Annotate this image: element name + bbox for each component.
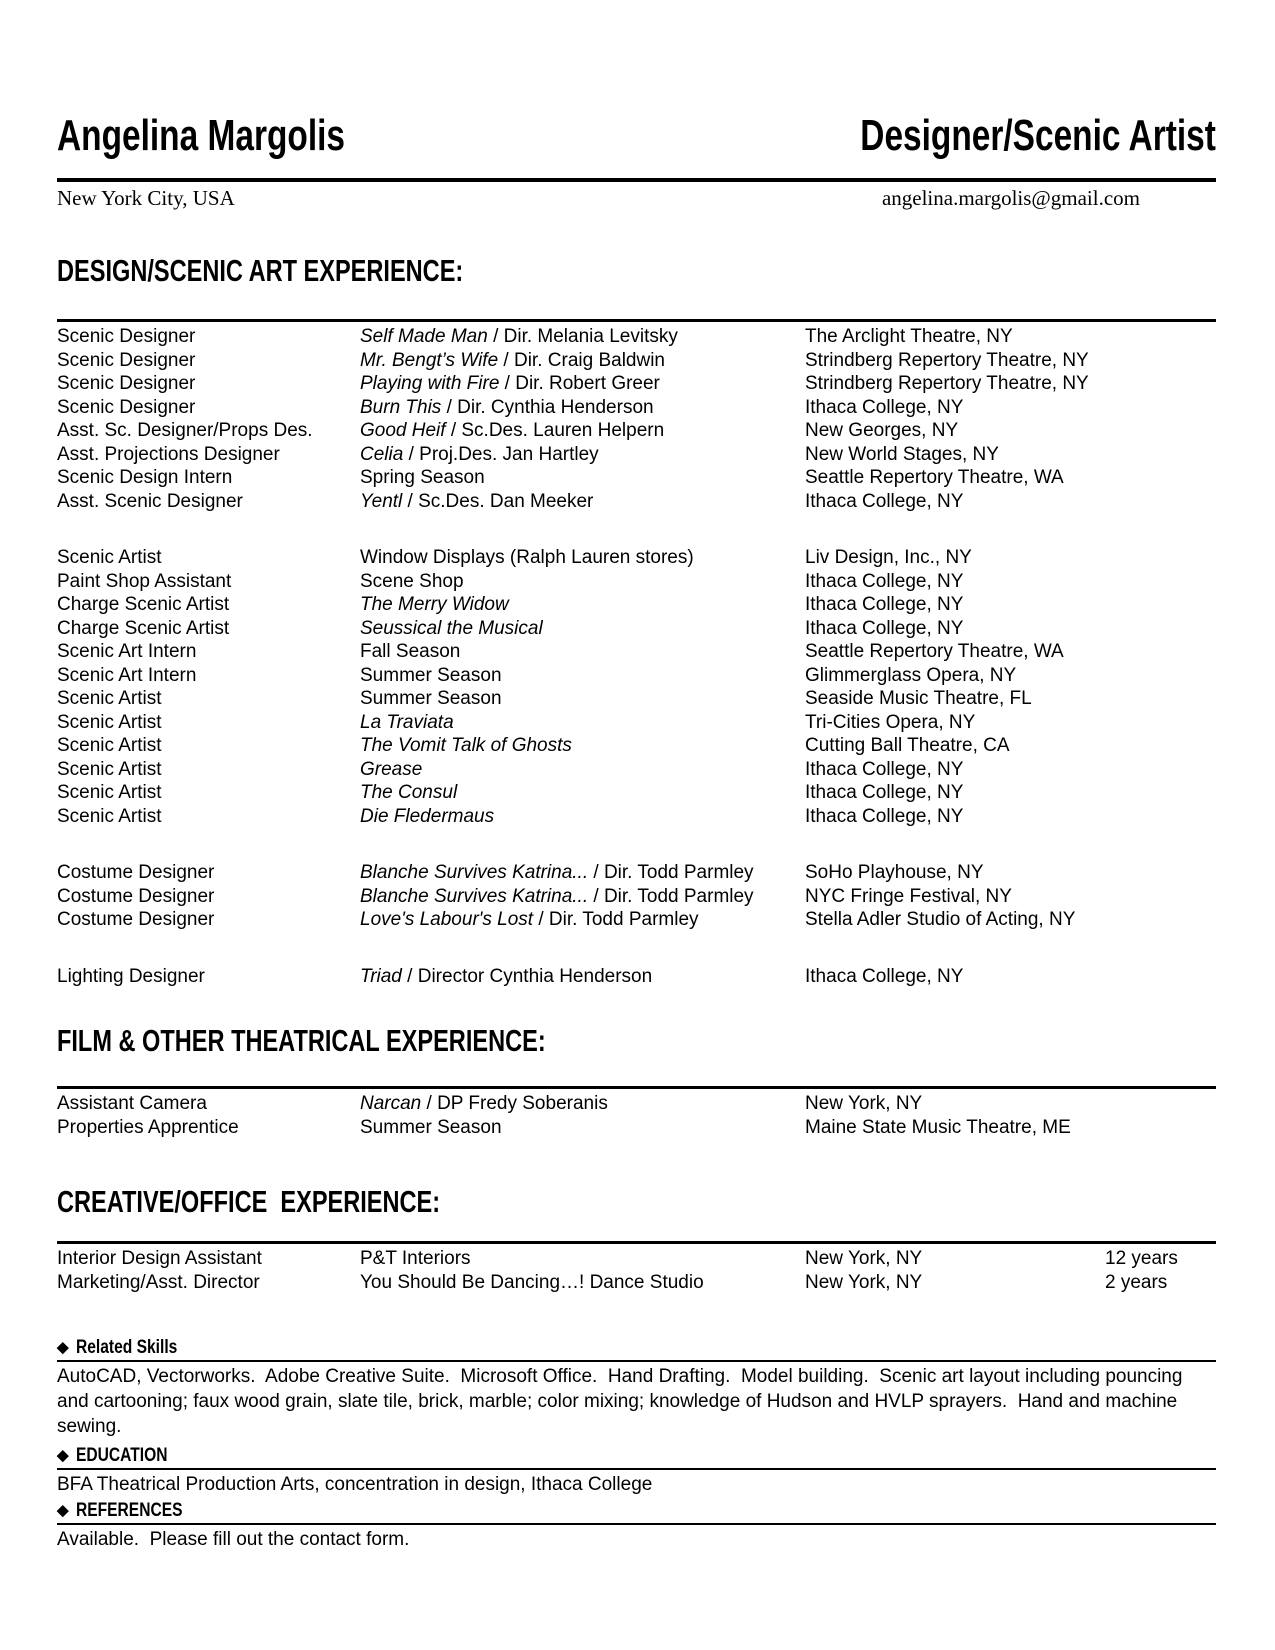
role-text: Asst. Scenic Designer <box>57 490 243 512</box>
experience-row <box>57 908 1216 932</box>
design-group-1 <box>57 322 1216 513</box>
production-text <box>360 466 805 490</box>
production-detail: / Dir. Todd Parmley <box>533 909 699 930</box>
duration-text <box>1105 546 1216 570</box>
production-title: Mr. Bengt’s Wife <box>360 349 499 371</box>
production-text <box>360 570 805 594</box>
venue-text: New World Stages, NY <box>805 443 999 465</box>
role-text: Scenic Designer <box>57 396 196 418</box>
production-detail: / Dir. Todd Parmley <box>588 885 754 907</box>
experience-row <box>57 593 1216 617</box>
role-text: Scenic Art Intern <box>57 641 197 662</box>
venue-text: Ithaca College, NY <box>805 782 964 803</box>
experience-row <box>57 546 1216 570</box>
duration-text <box>1105 664 1216 688</box>
production-detail: Spring Season <box>360 467 485 488</box>
production-title: Love's Labour's Lost <box>360 909 534 930</box>
experience-row <box>57 758 1216 782</box>
role-text: Properties Apprentice <box>57 1116 239 1138</box>
production-title: Self Made Man <box>360 326 488 347</box>
production-text <box>360 664 805 688</box>
duration-text <box>1105 885 1216 909</box>
duration-text <box>1105 349 1216 373</box>
header-divider <box>57 178 1216 182</box>
duration-text <box>1105 490 1216 514</box>
production-detail: You Should Be Dancing…! Dance Studio <box>360 1271 704 1293</box>
duration-text <box>1105 396 1216 420</box>
production-text <box>360 349 805 373</box>
production-detail: / Dir. Craig Baldwin <box>498 349 665 371</box>
venue-text: The Arclight Theatre, NY <box>805 326 1013 347</box>
production-text <box>360 396 805 420</box>
production-text <box>360 965 805 989</box>
creative-rows <box>57 1244 1216 1294</box>
venue-text: Ithaca College, NY <box>805 490 964 512</box>
role-text: Interior Design Assistant <box>57 1248 262 1269</box>
duration-text: 2 years <box>1105 1271 1168 1293</box>
role-text: Assistant Camera <box>57 1093 207 1114</box>
duration-text <box>1105 640 1216 664</box>
production-title: Good Heif <box>360 420 446 441</box>
production-text <box>360 1116 805 1140</box>
role-text: Costume Designer <box>57 909 215 930</box>
role-text: Scenic Artist <box>57 758 162 780</box>
production-text <box>360 687 805 711</box>
production-text <box>360 640 805 664</box>
duration-text <box>1105 419 1216 443</box>
experience-row <box>57 372 1216 396</box>
role-text: Charge Scenic Artist <box>57 594 230 615</box>
venue-text: Glimmerglass Opera, NY <box>805 664 1017 686</box>
experience-row <box>57 617 1216 641</box>
production-title: The Consul <box>360 782 458 803</box>
duration-text <box>1105 965 1216 989</box>
production-detail: P&T Interiors <box>360 1248 471 1269</box>
venue-text: Strindberg Repertory Theatre, NY <box>805 373 1089 394</box>
production-text <box>360 1092 805 1116</box>
production-text <box>360 885 805 909</box>
venue-text: Ithaca College, NY <box>805 965 964 987</box>
production-text <box>360 546 805 570</box>
role-text: Scenic Artist <box>57 805 162 827</box>
production-text <box>360 490 805 514</box>
person-name <box>57 112 436 160</box>
experience-row <box>57 466 1216 490</box>
role-text: Charge Scenic Artist <box>57 617 230 639</box>
production-title: Triad <box>360 965 402 987</box>
experience-row <box>57 396 1216 420</box>
venue-text: Strindberg Repertory Theatre, NY <box>805 349 1089 371</box>
role-text: Scenic Artist <box>57 735 162 756</box>
duration-text <box>1105 372 1216 396</box>
references-label: REFERENCES <box>75 1500 183 1521</box>
role-text: Asst. Projections Designer <box>57 443 280 465</box>
production-title: Seussical the Musical <box>360 617 543 639</box>
venue-text: NYC Fringe Festival, NY <box>805 885 1012 907</box>
venue-text: New York, NY <box>805 1271 923 1293</box>
duration-text <box>1105 758 1216 782</box>
duration-text <box>1105 617 1216 641</box>
location-text: New York City, USA <box>57 186 235 210</box>
production-detail: / Sc.Des. Lauren Helpern <box>445 420 665 441</box>
production-title: The Vomit Talk of Ghosts <box>360 735 572 756</box>
experience-row <box>57 965 1216 989</box>
production-title: Yentl <box>360 490 403 512</box>
references-text: Available. Please fill out the contact form. <box>57 1529 410 1550</box>
venue-text: Ithaca College, NY <box>805 758 964 780</box>
production-detail: / Sc.Des. Dan Meeker <box>402 490 594 512</box>
production-detail: Fall Season <box>360 641 461 662</box>
role-text: Scenic Design Intern <box>57 467 233 488</box>
experience-row <box>57 781 1216 805</box>
experience-row <box>57 325 1216 349</box>
design-group-4 <box>57 962 1216 989</box>
production-title: Celia <box>360 443 404 465</box>
production-detail: / Dir. Todd Parmley <box>588 862 754 883</box>
production-text <box>360 1247 805 1271</box>
production-text <box>360 861 805 885</box>
experience-row <box>57 1247 1216 1271</box>
role-text: Costume Designer <box>57 885 215 907</box>
experience-row <box>57 443 1216 467</box>
subsection-heading-references <box>57 1501 1216 1520</box>
role-text: Marketing/Asst. Director <box>57 1271 260 1293</box>
venue-text: New York, NY <box>805 1093 923 1114</box>
venue-text: Cutting Ball Theatre, CA <box>805 735 1010 756</box>
design-group-2 <box>57 543 1216 828</box>
production-detail: Summer Season <box>360 688 502 709</box>
duration-text <box>1105 443 1216 467</box>
venue-text: Maine State Music Theatre, ME <box>805 1116 1071 1138</box>
experience-row <box>57 861 1216 885</box>
experience-row <box>57 664 1216 688</box>
production-text <box>360 805 805 829</box>
film-rows <box>57 1089 1216 1139</box>
email-text: angelina.margolis@gmail.com <box>881 186 1140 210</box>
duration-text <box>1105 593 1216 617</box>
duration-text <box>1105 570 1216 594</box>
person-name-text: Angelina Margolis <box>57 111 346 160</box>
production-text <box>360 325 805 349</box>
experience-row <box>57 640 1216 664</box>
production-title: La Traviata <box>360 711 454 733</box>
experience-row <box>57 1092 1216 1116</box>
venue-text: New Georges, NY <box>805 420 959 441</box>
experience-row <box>57 687 1216 711</box>
header <box>57 0 1216 160</box>
production-text <box>360 593 805 617</box>
role-text: Paint Shop Assistant <box>57 570 232 592</box>
subsection-heading-related-skills <box>57 1338 1216 1357</box>
experience-row <box>57 734 1216 758</box>
diamond-icon: ◆ <box>57 1447 69 1464</box>
duration-text <box>1105 861 1216 885</box>
venue-text: Ithaca College, NY <box>805 594 964 615</box>
venue-text: Seaside Music Theatre, FL <box>805 688 1032 709</box>
production-detail: / Dir. Melania Levitsky <box>487 326 678 347</box>
section-heading-film: FILM & OTHER THEATRICAL EXPERIENCE: <box>57 1023 546 1058</box>
production-title: The Merry Widow <box>360 594 509 615</box>
duration-text <box>1105 711 1216 735</box>
venue-text: SoHo Playhouse, NY <box>805 862 984 883</box>
production-text <box>360 419 805 443</box>
role-text: Scenic Artist <box>57 547 162 568</box>
venue-text: Stella Adler Studio of Acting, NY <box>805 909 1076 930</box>
experience-row <box>57 711 1216 735</box>
production-detail: Summer Season <box>360 664 502 686</box>
production-title: Playing with Fire <box>360 373 500 394</box>
production-text <box>360 781 805 805</box>
experience-row <box>57 1116 1216 1140</box>
experience-row <box>57 805 1216 829</box>
production-detail: / Dir. Cynthia Henderson <box>441 396 654 418</box>
role-text: Lighting Designer <box>57 965 205 987</box>
production-text <box>360 372 805 396</box>
production-detail: / DP Fredy Soberanis <box>421 1093 608 1114</box>
production-title: Burn This <box>360 396 442 418</box>
venue-text: Ithaca College, NY <box>805 617 964 639</box>
role-text: Scenic Artist <box>57 688 162 709</box>
related-skills-label: Related Skills <box>75 1337 177 1358</box>
production-text <box>360 711 805 735</box>
experience-row <box>57 490 1216 514</box>
job-title <box>748 112 1216 160</box>
production-text <box>360 617 805 641</box>
duration-text <box>1105 805 1216 829</box>
venue-text: Ithaca College, NY <box>805 396 964 418</box>
production-text <box>360 908 805 932</box>
production-detail: / Dir. Robert Greer <box>499 373 660 394</box>
production-text <box>360 758 805 782</box>
role-text: Asst. Sc. Designer/Props Des. <box>57 420 313 441</box>
production-detail: Window Displays (Ralph Lauren stores) <box>360 547 694 568</box>
subsection-heading-education <box>57 1446 1216 1465</box>
production-title: Grease <box>360 758 423 780</box>
venue-text: Tri-Cities Opera, NY <box>805 711 976 733</box>
venue-text: Ithaca College, NY <box>805 570 964 592</box>
venue-text: Ithaca College, NY <box>805 805 964 827</box>
experience-row <box>57 570 1216 594</box>
production-detail: / Director Cynthia Henderson <box>401 965 653 987</box>
production-detail: Scene Shop <box>360 570 464 592</box>
production-title: Blanche Survives Katrina... <box>360 862 589 883</box>
experience-row <box>57 1271 1216 1295</box>
production-detail: Summer Season <box>360 1116 502 1138</box>
role-text: Scenic Designer <box>57 326 196 347</box>
duration-text <box>1105 1116 1216 1140</box>
role-text: Costume Designer <box>57 862 215 883</box>
job-title-text: Designer/Scenic Artist <box>860 111 1216 160</box>
duration-text <box>1105 1092 1216 1116</box>
duration-text <box>1105 466 1216 490</box>
duration-text: 12 years <box>1105 1248 1178 1269</box>
education-label: EDUCATION <box>75 1445 168 1466</box>
production-text <box>360 443 805 467</box>
production-title: Blanche Survives Katrina... <box>360 885 589 907</box>
role-text: Scenic Art Intern <box>57 664 197 686</box>
experience-row <box>57 349 1216 373</box>
skills-text: AutoCAD, Vectorworks. Adobe Creative Suite. Microsoft Office. Hand Drafting. Model building. Scenic art layout including pouncing and cartooning; faux wood grain, slate tile, brick, marble; color mixing; knowledge of Hudson and HVLP sprayers. Hand and machine sewing. <box>57 1366 1188 1437</box>
role-text: Scenic Artist <box>57 782 162 803</box>
contact-row <box>57 185 1216 212</box>
design-group-3 <box>57 858 1216 932</box>
production-text <box>360 734 805 758</box>
production-text <box>360 1271 805 1295</box>
venue-text: Seattle Repertory Theatre, WA <box>805 641 1064 662</box>
experience-row <box>57 419 1216 443</box>
experience-row <box>57 885 1216 909</box>
venue-text: Liv Design, Inc., NY <box>805 547 972 568</box>
duration-text <box>1105 781 1216 805</box>
production-title: Die Fledermaus <box>360 805 495 827</box>
role-text: Scenic Designer <box>57 349 196 371</box>
duration-text <box>1105 687 1216 711</box>
role-text: Scenic Designer <box>57 373 196 394</box>
production-detail: / Proj.Des. Jan Hartley <box>403 443 599 465</box>
section-heading-creative: CREATIVE/OFFICE EXPERIENCE: <box>57 1184 441 1219</box>
diamond-icon: ◆ <box>57 1502 69 1519</box>
section-heading-design: DESIGN/SCENIC ART EXPERIENCE: <box>57 253 464 288</box>
education-text: BFA Theatrical Production Arts, concentration in design, Ithaca College <box>57 1474 653 1495</box>
duration-text <box>1105 908 1216 932</box>
role-text: Scenic Artist <box>57 711 162 733</box>
duration-text <box>1105 734 1216 758</box>
venue-text: Seattle Repertory Theatre, WA <box>805 467 1064 488</box>
diamond-icon: ◆ <box>57 1339 69 1356</box>
venue-text: New York, NY <box>805 1248 923 1269</box>
duration-text <box>1105 325 1216 349</box>
production-title: Narcan <box>360 1093 422 1114</box>
